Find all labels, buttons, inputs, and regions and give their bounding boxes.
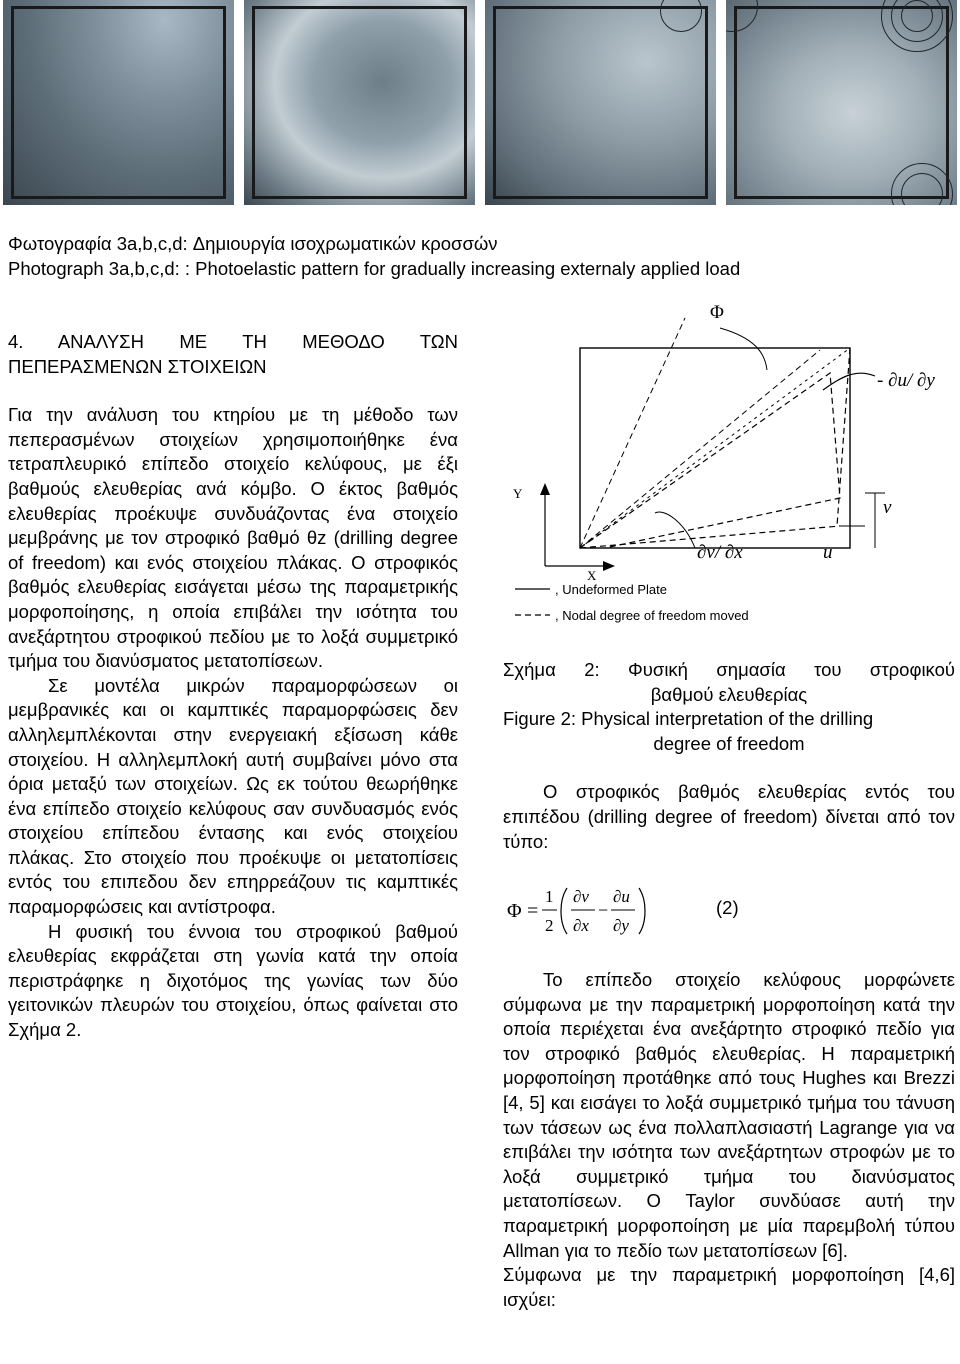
figure-caption-english-1: Figure 2: Physical interpretation of the drilling	[503, 708, 874, 730]
y-axis-arrow	[540, 483, 550, 495]
diagonal-line	[580, 348, 850, 548]
phi-label: Φ	[710, 302, 724, 323]
left-paragraph-2: Σε μοντέλα μικρών παραμορφώσεων οι μεμβρανικές και οι καμπτικές παραμορφώσεις δεν αλληλεμπλέκονται στην ενεργειακή εξίσωση κάθε στοιχείου. Η αλληλεμπλοκή αυτή συμβαίνει μόνο στα όρια μεταξύ των στοιχείων. Ως εκ τούτου θεωρήθηκε ένα επίπεδο στοιχείο κελύφους σαν συνδυασμός ενός στοιχείου επίπεδου έντασης και ενός στοιχείου πλάκας. Στο στοιχείο που προέκυψε οι μετατοπίσεις εντός του επιπεδου δεν επηρρεάζουν τις καμπτικές παραμορφώσεις και αντίστροφα.	[8, 674, 458, 918]
bisector-rotated	[580, 350, 820, 548]
photoelastic-photo-d-icon	[726, 0, 957, 205]
eq-dy: ∂y	[613, 916, 629, 935]
figure-caption-english-2: degree of freedom	[653, 732, 805, 754]
right-paragraph-2: Το επίπεδο στοιχείο κελύφους μορφώνετε σύμφωνα με την παραμετρική μορφοποίηση κατά την οποία περιέχεται ένα ανεξάρτητο στροφικό πεδίο για τον στροφικό βαθμός ελευθερίας. Η παραμετρική μορφοποίηση προτάθηκε από τους Hughes και Brezzi [4, 5] και εισάγει το λοξά συμμετρικό τμήμα του τάνυση των τάσεων ως ένα πολλαπλασιαστή Lagrange για να επιβάλει την ισότητα των ανεξάρτητων στροφών με το λοξά συμμετρικό τμήμα του διανύσματος μετατοπίσεων. Ο Taylor συνδύασε αυτή την παραμετρική μορφοποίηση με μία παρεμβολή τύπου Allman για το πεδίο των μετατοπίσεων [6].	[503, 969, 955, 1261]
eq-half-denominator: 2	[545, 916, 554, 935]
right-column-bottom	[503, 968, 955, 1312]
right-paragraph-1: Ο στροφικός βαθμός ελευθερίας εντός του επιπέδου (drilling degree of freedom) δίνεται από τον τύπο:	[503, 781, 955, 852]
photo-strip	[0, 0, 960, 210]
figure-2-drilling-dof	[505, 298, 955, 628]
dv-dx-label: ∂v/ ∂x	[697, 542, 743, 563]
plate-frame	[11, 6, 226, 199]
photo-caption-english: Photograph 3a,b,c,d: : Photoelastic pattern for gradually increasing externaly applied load	[8, 258, 741, 279]
left-column	[8, 330, 458, 1043]
bisector-original	[580, 318, 685, 548]
figure-caption-greek-1: Σχήμα 2: Φυσική σημασία του στροφικού	[503, 659, 955, 680]
deformed-right-edge	[837, 348, 850, 526]
eq-dx: ∂x	[573, 916, 589, 935]
equation-2	[505, 880, 805, 940]
figure-2-diagram	[505, 298, 955, 628]
equation-2-svg	[505, 880, 805, 940]
section-heading-line1: 4. ΑΝΑΛΥΣΗ ΜΕ ΤΗ ΜΕΘΟΔΟ ΤΩΝ	[8, 331, 458, 352]
plate-frame	[252, 6, 467, 199]
right-paragraph-3: Σύμφωνα με την παραμετρική μορφοποίηση [4,6] ισχύει:	[503, 1264, 955, 1310]
photo-caption-greek: Φωτογραφία 3a,b,c,d: Δημιουργία ισοχρωματικών κροσσών	[8, 233, 498, 254]
axis-y-label: Y	[513, 486, 523, 501]
eq-half-numerator: 1	[545, 887, 554, 906]
left-paragraph-3: Η φυσική του έννοια του στροφικού βαθμού ελευθερίας εκφράζεται στη γωνία κατά την οποία περιστράφηκε η διχοτόμος της γωνίας των δύο γειτονικών πλευρών του στοιχείου, όπως φαίνεται στο Σχήμα 2.	[8, 920, 458, 1041]
u-label: u	[823, 542, 833, 563]
legend-dashed-text: , Nodal degree of freedom moved	[555, 608, 749, 623]
figure-caption-greek-2: βαθμού ελευθερίας	[650, 683, 808, 705]
legend-solid-text: , Undeformed Plate	[555, 582, 668, 597]
photoelastic-photo-a-icon	[3, 0, 234, 205]
spacer	[503, 756, 955, 780]
left-paragraph-1: Για την ανάλυση του κτηρίου με τη μέθοδο των πεπερασμένων στοιχείων χρησιμοποιήθηκε ένα τετραπλευρικό επίπεδο στοιχείο κελύφους, με έξι βαθμούς ελευθερίας ανά κόμβο. Ο έκτος βαθμός ελευθερίας προέκυψε συνδυάζοντας ένα στοιχείο μεμβράνης με τον στροφικό βαθμό θz (drilling degree of freedom) και ενός στοιχείου πλάκας. Ο στροφικός βαθμός ελευθερίας εισάγεται μέσω της παραμετρικής μορφοποίησης, η οποία επιβάλει την ισότητα του ανεξάρτητου στροφικού πεδίου με το λοξά συμμετρικό τμήμα του διανύσματος μετατοπίσεων.	[8, 404, 458, 672]
section-heading-line2: ΠΕΠΕΡΑΣΜΕΝΩΝ ΣΤΟΙΧΕΙΩΝ	[8, 355, 267, 377]
eq-dv: ∂v	[573, 887, 589, 906]
eq-right-paren	[639, 888, 645, 934]
photoelastic-photo-b-icon	[244, 0, 475, 205]
du-dy-label: - ∂u/ ∂y	[877, 370, 935, 391]
axis-x-label: X	[587, 568, 597, 583]
eq-minus: −	[598, 900, 609, 920]
eq-du: ∂u	[613, 887, 630, 906]
fringe-ring	[901, 0, 933, 32]
eq-left-paren	[561, 888, 567, 934]
right-column-top	[503, 658, 955, 854]
spacer	[8, 379, 458, 403]
phi-arrow	[720, 328, 767, 370]
equation-number: (2)	[716, 897, 739, 918]
eq-equals: =	[527, 900, 539, 922]
eq-lhs: Φ	[507, 900, 522, 922]
photoelastic-photo-c-icon	[485, 0, 716, 205]
v-label: v	[883, 497, 892, 518]
x-axis-arrow	[603, 561, 615, 571]
deformed-edges	[580, 373, 840, 548]
plate-frame	[493, 6, 708, 199]
